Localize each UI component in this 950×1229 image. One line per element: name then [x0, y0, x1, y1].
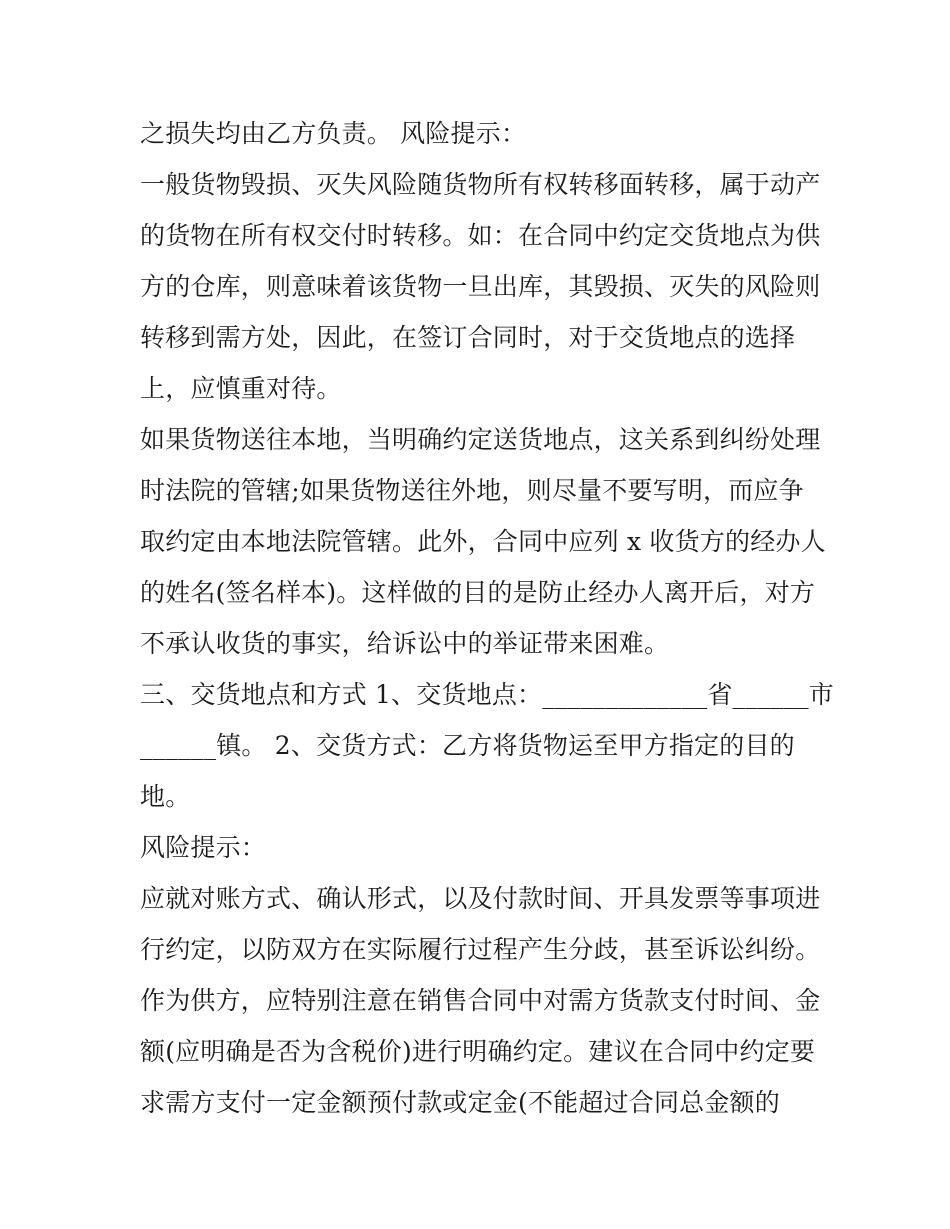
- text-line: 三、交货地点和方式 1、交货地点：_____________省______市: [140, 680, 834, 709]
- text-line: ______镇。 2、交货方式：乙方将货物运至甲方指定的目的: [140, 731, 795, 760]
- text-line: 转移到需方处，因此，在签订合同时，对于交货地点的选择: [140, 323, 796, 352]
- text-line: 取约定由本地法院管辖。此外，合同中应列 x 收货方的经办人: [140, 527, 826, 556]
- text-line: 作为供方，应特别注意在销售合同中对需方货款支付时间、金: [140, 986, 821, 1015]
- document-body: [140, 108, 834, 1128]
- text-line: 应就对账方式、确认形式，以及付款时间、开具发票等事项进: [140, 884, 821, 913]
- text-line: 上，应慎重对待。: [140, 374, 342, 403]
- text-line: 行约定，以防双方在实际履行过程产生分歧，甚至诉讼纠纷。: [140, 935, 821, 964]
- text-line: 方的仓库，则意味着该货物一旦出库，其毁损、灭失的风险则: [140, 272, 821, 301]
- text-line: 不承认收货的事实，给诉讼中的举证带来困难。: [140, 629, 670, 658]
- text-line: 时法院的管辖;如果货物送往外地，则尽量不要写明，而应争: [140, 476, 804, 505]
- text-line: 的姓名(签名样本)。这样做的目的是防止经办人离开后，对方: [140, 578, 816, 607]
- text-line: 的货物在所有权交付时转移。如：在合同中约定交货地点为供: [140, 221, 821, 250]
- text-line: 地。: [140, 782, 191, 811]
- text-line: 一般货物毁损、灭失风险随货物所有权转移面转移，属于动产: [140, 170, 821, 199]
- text-line: 之损失均由乙方负责。 风险提示：: [140, 119, 527, 148]
- text-line: 额(应明确是否为含税价)进行明确约定。建议在合同中约定要: [140, 1037, 816, 1066]
- text-line: 求需方支付一定金额预付款或定金(不能超过合同总金额的: [140, 1088, 780, 1117]
- text-line: 如果货物送往本地，当明确约定送货地点，这关系到纠纷处理: [140, 425, 821, 454]
- text-line: 风险提示：: [140, 833, 267, 862]
